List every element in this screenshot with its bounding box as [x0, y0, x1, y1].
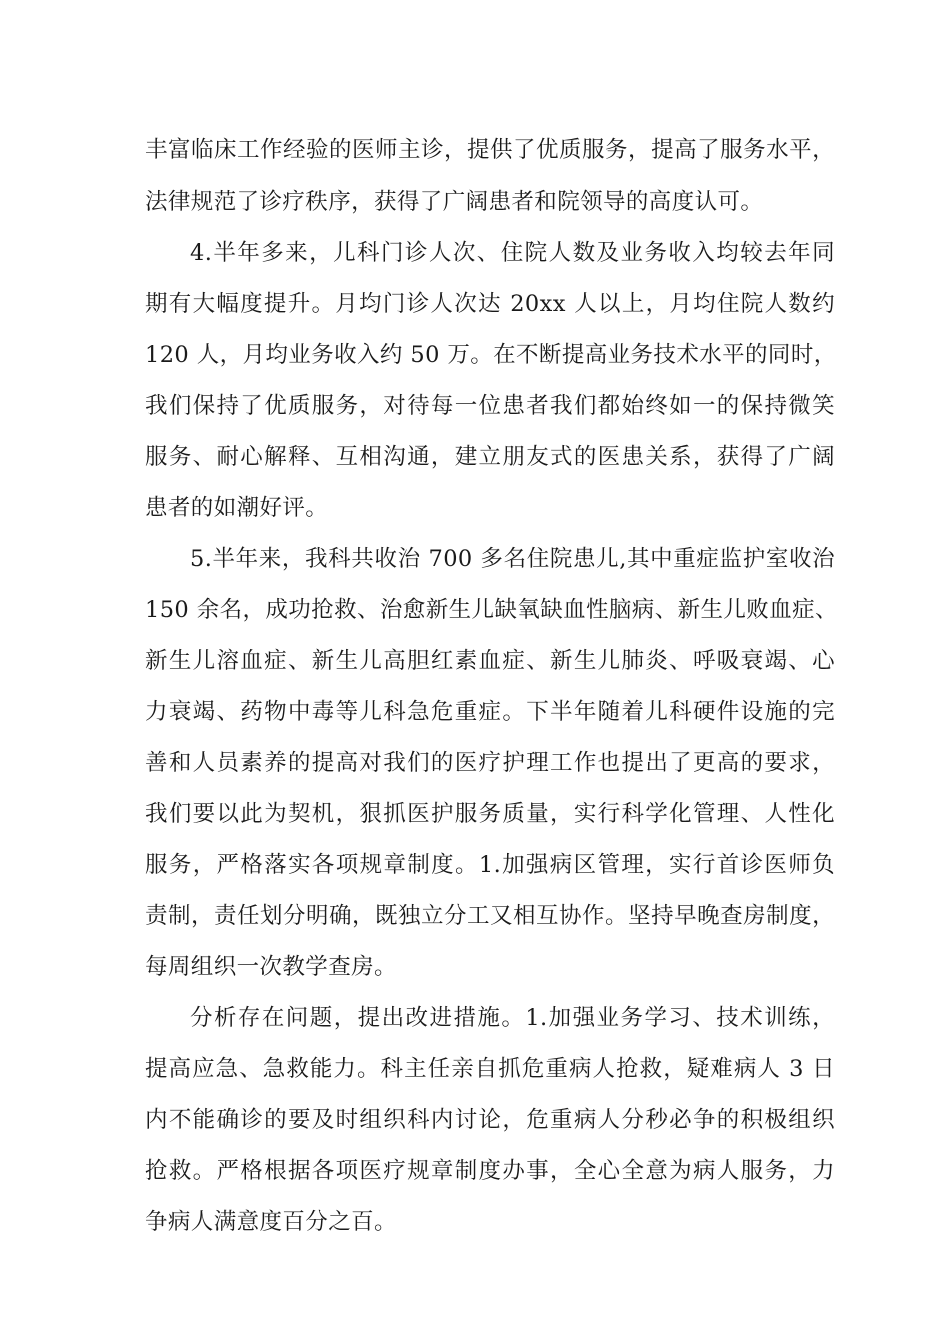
text-line: 我们要以此为契机，狠抓医护服务质量，实行科学化管理、人性化: [145, 801, 835, 827]
text-line: 150 余名，成功抢救、治愈新生儿缺氧缺血性脑病、新生儿败血症、: [145, 597, 838, 623]
text-line: 我们保持了优质服务，对待每一位患者我们都始终如一的保持微笑: [145, 393, 835, 419]
text-line: 善和人员素养的提高对我们的医疗护理工作也提出了更高的要求，: [145, 750, 835, 776]
text-line: 法律规范了诊疗秩序，获得了广阔患者和院领导的高度认可。: [145, 189, 764, 215]
text-line: 患者的如潮好评。: [145, 495, 329, 521]
text-line: 内不能确诊的要及时组织科内讨论，危重病人分秒必争的积极组织: [145, 1107, 835, 1133]
text-line: 每周组织一次教学查房。: [145, 954, 397, 980]
text-line: 4.半年多来，儿科门诊人次、住院人数及业务收入均较去年同: [190, 240, 835, 266]
text-line: 120 人，月均业务收入约 50 万。在不断提高业务技术水平的同时，: [145, 342, 837, 368]
text-line: 服务，严格落实各项规章制度。1.加强病区管理，实行首诊医师负: [145, 852, 835, 878]
text-line: 服务、耐心解释、互相沟通，建立朋友式的医患关系，获得了广阔: [145, 444, 835, 470]
text-line: 丰富临床工作经验的医师主诊，提供了优质服务，提高了服务水平，: [145, 137, 835, 163]
text-line: 提高应急、急救能力。科主任亲自抓危重病人抢救，疑难病人 3 日: [145, 1056, 835, 1082]
text-line: 责制，责任划分明确，既独立分工又相互协作。坚持早晚查房制度，: [145, 903, 835, 929]
text-line: 争病人满意度百分之百。: [145, 1209, 397, 1235]
text-line: 分析存在问题，提出改进措施。1.加强业务学习、技术训练，: [190, 1005, 835, 1031]
text-line: 期有大幅度提升。月均门诊人次达 20xx 人以上，月均住院人数约: [145, 291, 835, 317]
text-line: 抢救。严格根据各项医疗规章制度办事，全心全意为病人服务，力: [145, 1158, 835, 1184]
text-line: 力衰竭、药物中毒等儿科急危重症。下半年随着儿科硬件设施的完: [145, 699, 835, 725]
text-line: 新生儿溶血症、新生儿高胆红素血症、新生儿肺炎、呼吸衰竭、心: [145, 648, 835, 674]
text-line: 5.半年来，我科共收治 700 多名住院患儿,其中重症监护室收治: [190, 546, 835, 572]
